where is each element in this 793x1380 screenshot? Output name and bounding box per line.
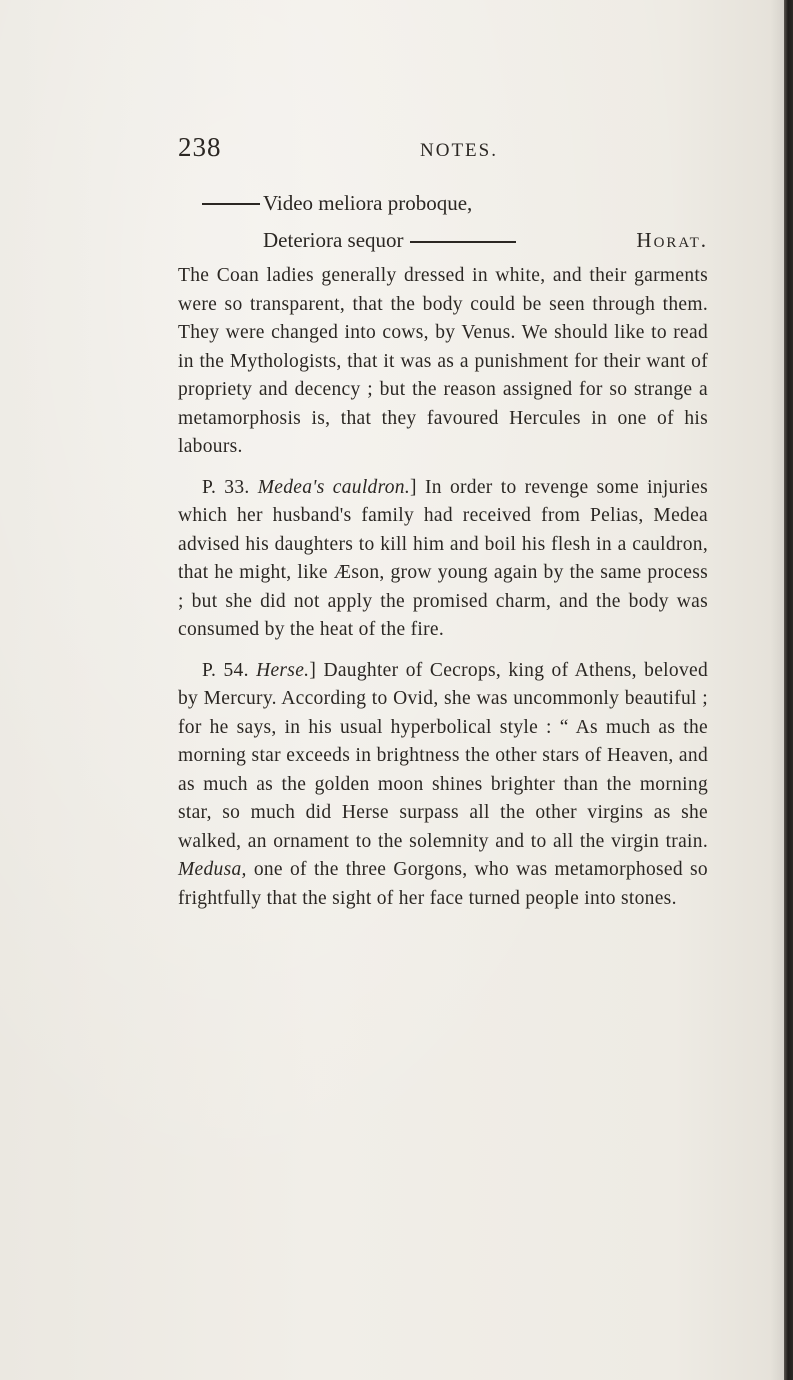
epigraph-line-2-text: Deteriora sequor — [263, 228, 404, 252]
body-text — [178, 262, 708, 925]
note-reference: P. 33. — [202, 476, 250, 498]
epigraph — [178, 185, 708, 259]
running-head: NOTES. — [420, 140, 498, 161]
epigraph-line-1-text: Video meliora proboque, — [263, 191, 473, 215]
page-number: 238 — [178, 132, 222, 162]
note-term: Medea's cauldron. — [257, 476, 411, 498]
note-term: Herse. — [256, 659, 310, 681]
binding-shadow — [770, 0, 784, 1380]
paragraph-herse — [178, 657, 708, 914]
paragraph-text: The Coan ladies generally dressed in white, and their garments were so transparent, that the body could be seen through them. They were changed into cows, by Venus. We should like to read in the Mythologists, that it was as a punishment for their want of propriety and decency ; but the reason assigned for so strange a metamorphosis is, that they favoured Hercules in one of his labours. — [178, 265, 708, 457]
paragraph-medea — [178, 474, 708, 645]
paragraph-text: Daughter of Cecrops, king of Athens, beloved by Mercury. According to Ovid, she was uncommonly beautiful ; for he says, in his usual hyperbolical style : “ As much as the morning star exceeds in brightness the other stars of Heaven, and as much as the golden moon shines brighter than the morning star, so much did Herse surpass all the other virgins as she walked, an ornament to the solemnity and to all the virgin train. — [178, 659, 708, 852]
epigraph-line-2 — [178, 222, 708, 259]
book-spine-edge — [784, 0, 793, 1380]
note-term-medusa: Medusa, — [178, 859, 247, 880]
note-reference: P. 54. — [202, 659, 249, 681]
epigraph-attribution: Horat. — [636, 228, 708, 252]
page-header — [178, 132, 708, 166]
dash-rule — [410, 241, 516, 243]
paragraph-text: In order to revenge some injuries which her husband's family had received from Pelias, Medea advised his daughters to kill him and boil his flesh in a cauldron, that he might, like Æson, grow young again by the same process ; but she did not apply the promised charm, and the body was consumed by the heat of the fire. — [178, 476, 708, 640]
note-bracket: ] — [309, 659, 317, 681]
paragraph-text-continued: one of the three Gorgons, who was metamorphosed so frightfully that the sight of her face turned people into stones. — [178, 859, 708, 909]
note-bracket: ] — [410, 476, 417, 498]
epigraph-line-1 — [178, 185, 708, 222]
paragraph-coan-ladies — [178, 262, 708, 462]
dash-rule — [202, 203, 260, 205]
